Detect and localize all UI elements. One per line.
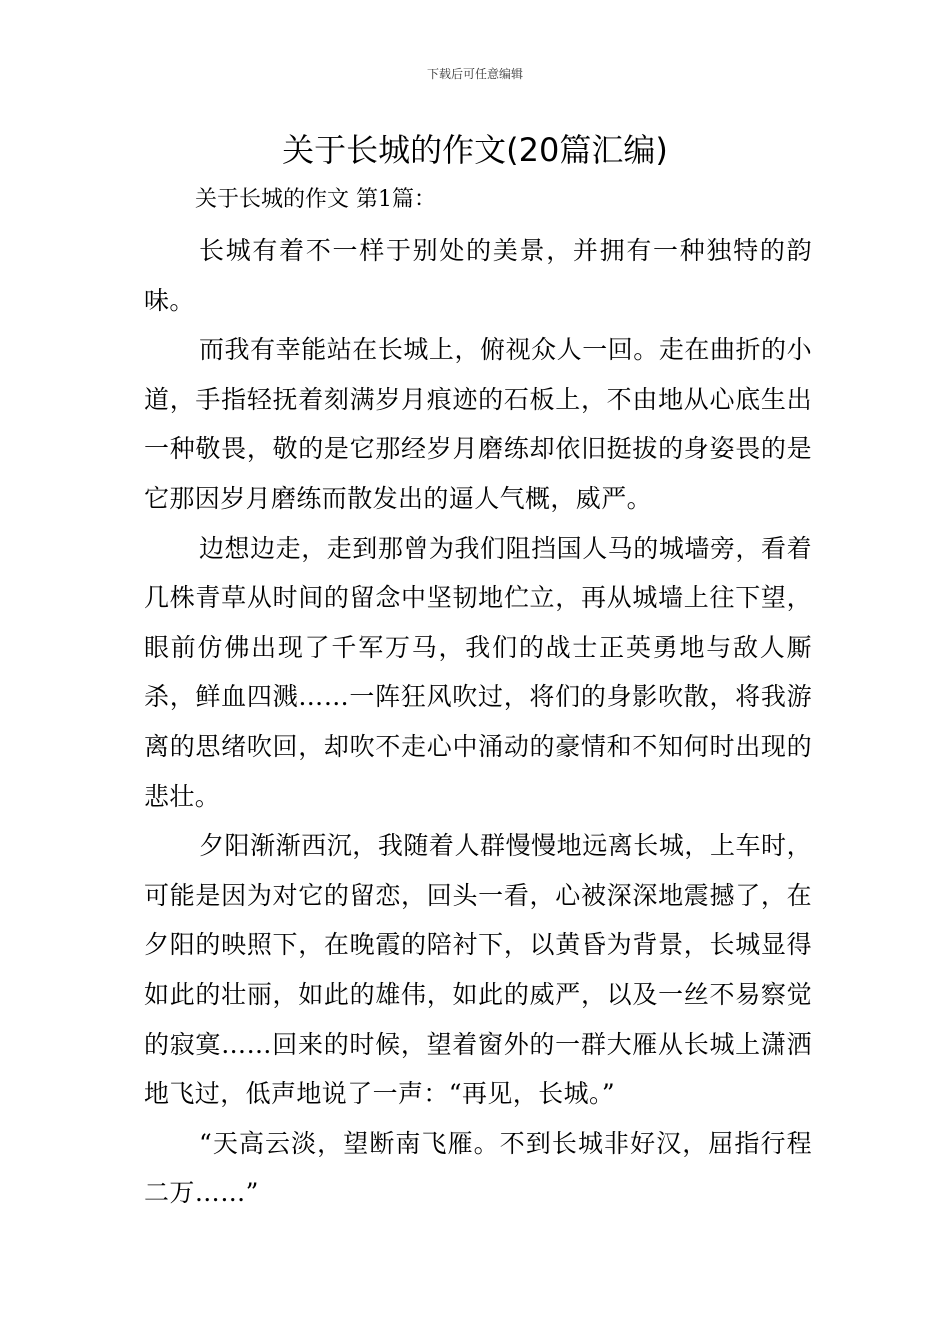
document-title: 关于长城的作文(20篇汇编) (282, 131, 668, 169)
paragraph: 而我有幸能站在长城上，俯视众人一回。走在曲折的小道，手指轻抚着刻满岁月痕迹的石板上，不由地从心底生出一种敬畏，敬的是它那经岁月磨练却依旧挺拔的身姿畏的是它那因岁月磨练而散发出的逼人气概，威严。 (144, 335, 812, 513)
document-body (144, 226, 812, 1218)
paragraph: 夕阳渐渐西沉，我随着人群慢慢地远离长城，上车时，可能是因为对它的留恋，回头一看，心被深深地震撼了，在夕阳的映照下，在晚霞的陪衬下，以黄昏为背景，长城显得如此的壮丽，如此的雄伟，如此的威严，以及一丝不易察觉的寂寞……回来的时候，望着窗外的一群大雁从长城上潇洒地飞过，低声地说了一声：“再见，长城。” (144, 831, 812, 1109)
paragraph: “天高云淡，望断南飞雁。不到长城非好汉，屈指行程二万……” (144, 1128, 812, 1208)
paragraph: 边想边走，走到那曾为我们阻挡国人马的城墙旁，看着几株青草从时间的留念中坚韧地伫立，再从城墙上往下望，眼前仿佛出现了千军万马，我们的战士正英勇地与敌人厮杀，鲜血四溅……一阵狂风吹过，将们的身影吹散，将我游离的思绪吹回，却吹不走心中涌动的豪情和不知何时出现的悲壮。 (144, 533, 812, 811)
section-heading: 关于长城的作文 第1篇： (195, 187, 436, 212)
paragraph: 长城有着不一样于别处的美景，并拥有一种独特的韵味。 (144, 236, 812, 315)
page-header: 下载后可任意编辑 (426, 67, 523, 81)
